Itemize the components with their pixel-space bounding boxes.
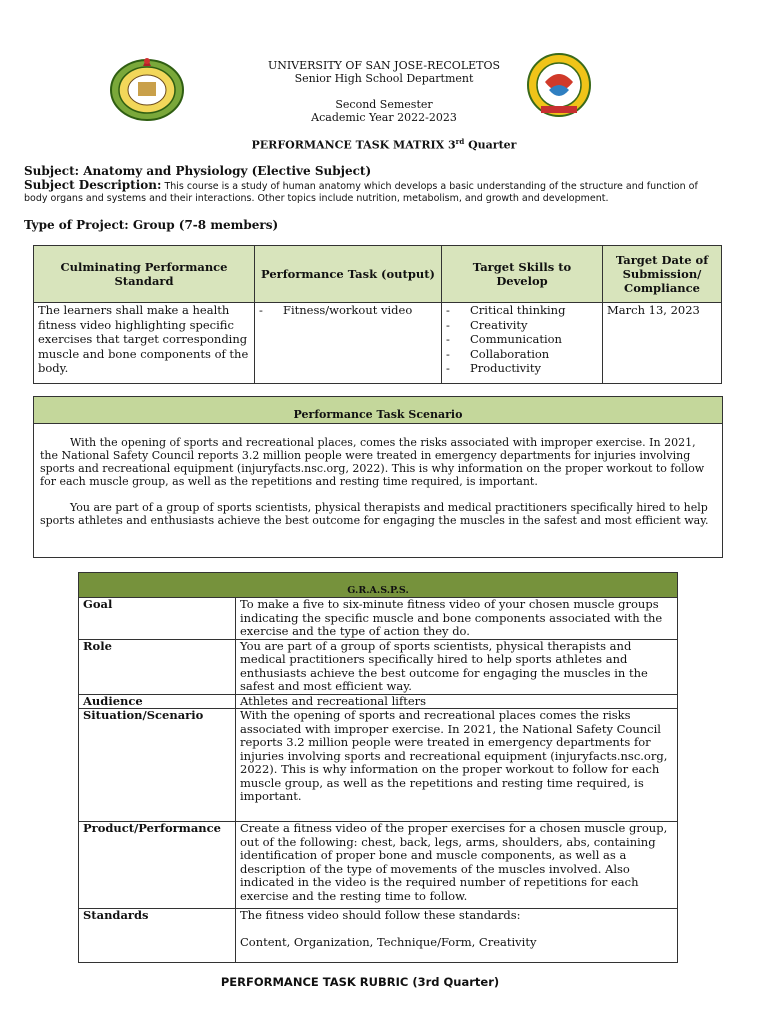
grasps-text: You are part of a group of sports scientists, physical therapists and medical practitioners specifically hired to help sports athletes and enthusiasts achieve the best outcome for engaging the muscles in the safest and most efficient way. xyxy=(236,639,678,694)
grasps-text: To make a five to six-minute fitness video of your chosen muscle groups indicating the specific muscle and bone components associated with the exercise and the type of action they do. xyxy=(236,598,678,640)
standards-intro: The fitness video should follow these standards: xyxy=(240,908,521,922)
skill-item: - Productivity xyxy=(446,361,598,376)
rubric-title: PERFORMANCE TASK RUBRIC (3rd Quarter) xyxy=(220,975,500,989)
cell-standard: The learners shall make a health fitness video highlighting specific exercises that target corresponding muscle and bone components of the body. xyxy=(34,303,255,384)
grasps-label: Standards xyxy=(79,909,236,963)
task-item: - Fitness/workout video xyxy=(259,303,437,318)
scenario-paragraph-2: You are part of a group of sports scientists, physical therapists and medical practitioners specifically hired to help sports athletes and enthusiasts achieve the best outcome for engaging the muscles in the safest and most efficient way. xyxy=(40,501,709,527)
page-title: PERFORMANCE TASK MATRIX 3rd Quarter xyxy=(251,137,517,152)
grasps-text: Create a fitness video of the proper exercises for a chosen muscle group, out of the following: chest, back, legs, arms, shoulders, abs, containing identification of proper bone and muscle components, as well as a description of the type of movements of the muscles involved. Also indicated in the video is the required number of repetitions for each exercise and the resting time to follow. xyxy=(236,822,678,909)
skill-item: - Collaboration xyxy=(446,347,598,362)
grasps-label: Situation/Scenario xyxy=(79,709,236,822)
semester: Second Semester xyxy=(335,98,433,111)
grasps-text: With the opening of sports and recreational places comes the risks associated with improper exercise. In 2021, the National Safety Council reports 3.2 million people were treated in emergency departments for injuries involving sports and recreational equipment (injuryfacts.nsc.org, 2022). This is why information on the proper workout to follow for each muscle group, as well as the repetitions and resting time required, is important. xyxy=(236,709,678,822)
standards-list: Content, Organization, Technique/Form, Creativity xyxy=(240,934,537,949)
header-date: Target Date of Submission/ Compliance xyxy=(603,246,722,303)
grasps-label: Goal xyxy=(79,598,236,640)
scenario-heading: Performance Task Scenario xyxy=(34,397,722,424)
skill-item: - Critical thinking xyxy=(446,303,598,318)
performance-matrix-table xyxy=(33,245,722,384)
grasps-label: Audience xyxy=(79,694,236,709)
header-skills: Target Skills to Develop xyxy=(442,246,603,303)
scenario-paragraph-1: With the opening of sports and recreational places, comes the risks associated with improper exercise. In 2021, the National Safety Council reports 3.2 million people were treated in emergency departments for injuries involving sports and recreational equipment (injuryfacts.nsc.org, 2022). This is why information on the proper workout to follow for each muscle group, as well as the repetitions and resting time required, is important. xyxy=(40,436,705,488)
cell-task xyxy=(255,303,442,384)
academic-year: Academic Year 2022-2023 xyxy=(311,111,457,124)
department-name: Senior High School Department xyxy=(294,72,474,85)
grasps-text: Athletes and recreational lifters xyxy=(236,694,678,709)
skill-item: - Communication xyxy=(446,332,598,347)
cell-skills xyxy=(442,303,603,384)
subject-description: Subject Description: This course is a study of human anatomy which develops a basic understanding of the structure and function of body organs and systems and their interactions. Other topics include nutrition, metabolism, and growth and development. xyxy=(24,178,698,204)
grasps-table xyxy=(78,572,678,963)
header-standard: Culminating Performance Standard xyxy=(34,246,255,303)
project-type: Type of Project: Group (7-8 members) xyxy=(24,218,279,232)
grasps-label: Product/Performance xyxy=(79,822,236,909)
grasps-heading: G.R.A.S.P.S. xyxy=(79,573,678,598)
subject-label: Subject: Anatomy and Physiology (Elective Subject) xyxy=(24,164,372,178)
grasps-text xyxy=(236,909,678,963)
skill-item: - Creativity xyxy=(446,318,598,333)
scenario-box xyxy=(33,396,723,558)
grasps-label: Role xyxy=(79,639,236,694)
university-name: UNIVERSITY OF SAN JOSE-RECOLETOS xyxy=(267,59,501,72)
header-task: Performance Task (output) xyxy=(255,246,442,303)
cell-date: March 13, 2023 xyxy=(603,303,722,384)
